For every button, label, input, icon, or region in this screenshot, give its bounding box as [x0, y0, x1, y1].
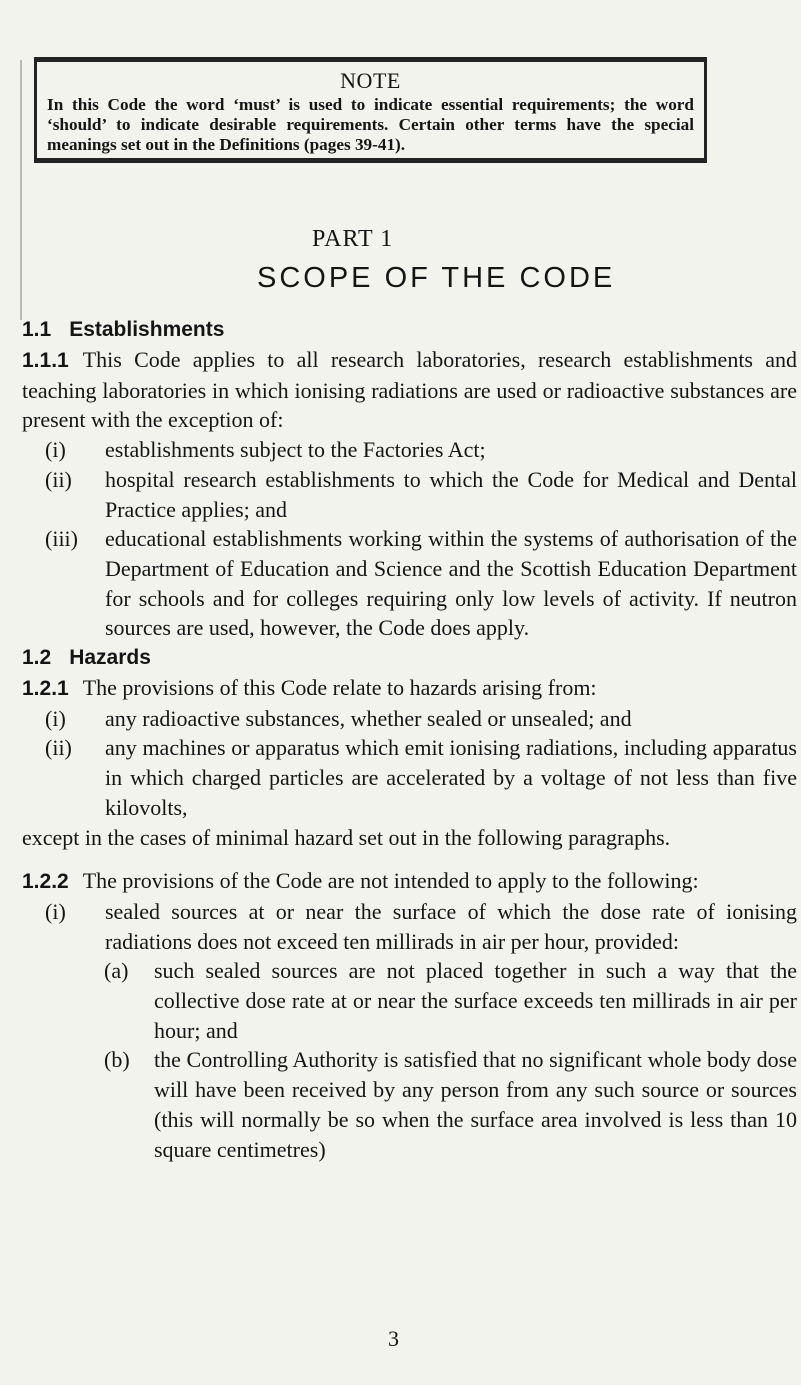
- paragraph-number: 1.2.1: [22, 677, 69, 701]
- part-title: SCOPE OF THE CODE: [257, 262, 616, 294]
- paragraph-1-2-1: [22, 673, 797, 704]
- paragraph-text: The provisions of the Code are not intended to apply to the following:: [82, 868, 699, 894]
- sub-list-item-text: the Controlling Authority is satisfied that no significant whole body dose will have been received by any person from any such source or sources (this will normally be so when the surface area involved is less than 10 square centimetres): [154, 1047, 797, 1162]
- list-item: [45, 524, 797, 643]
- list-item: [45, 465, 797, 524]
- paragraph-tail: except in the cases of minimal hazard set out in the following paragraphs.: [22, 824, 671, 850]
- paragraph-number: 1.2.2: [22, 870, 69, 894]
- section-number: 1.1: [22, 318, 52, 341]
- list-item: [45, 435, 797, 465]
- note-title: NOTE: [340, 68, 401, 93]
- paragraph-text: This Code applies to all research laboratories, research establishments and teaching laboratories in which ionising radiations are used or radioactive substances are present with the exception of:: [22, 347, 797, 433]
- section-number: 1.2: [22, 646, 52, 670]
- part-label: PART 1: [312, 226, 394, 252]
- list-marker: (ii): [45, 466, 72, 492]
- list-item: [45, 733, 797, 822]
- sub-list-item: [104, 1045, 797, 1164]
- list-item-text: hospital research establishments to which the Code for Medical and Dental Practice applies; and: [105, 466, 797, 522]
- list-item-text: any radioactive substances, whether sealed or unsealed; and: [105, 705, 632, 731]
- note-text: In this Code the word ‘must’ is used to indicate essential requirements; the word ‘should’ to indicate desirable requirements. Certain other terms have the special meanings set out in the Definitions (pages 39-41).: [47, 95, 694, 154]
- list-item-text: any machines or apparatus which emit ionising radiations, including apparatus in which charged particles are accelerated by a voltage of not less than five kilovolts,: [105, 735, 797, 820]
- list-item: [45, 704, 797, 734]
- sub-list-marker: (b): [104, 1047, 130, 1073]
- section-title: Hazards: [69, 646, 151, 670]
- list-marker: (i): [45, 705, 66, 731]
- paragraph-text: The provisions of this Code relate to hazards arising from:: [82, 675, 597, 701]
- paragraph-1-2-2: [22, 866, 797, 897]
- page-number: 3: [388, 1326, 399, 1351]
- sub-list-item-text: such sealed sources are not placed together in such a way that the collective dose rate at or near the surface exceeds ten millirads in air per hour; and: [154, 958, 797, 1043]
- section-heading-1-2: [22, 643, 797, 673]
- list-item: [45, 897, 797, 956]
- note-box: [34, 57, 707, 163]
- paragraph-gap: [22, 852, 797, 866]
- section-heading-1-1: [22, 315, 797, 345]
- list-marker: (ii): [45, 735, 72, 761]
- list-marker: (i): [45, 898, 66, 924]
- sub-list-marker: (a): [104, 958, 129, 984]
- paragraph-number: 1.1.1: [22, 349, 69, 372]
- paragraph-1-1-1: [22, 345, 797, 435]
- list-item-text: educational establishments working within the systems of authorisation of the Department of Education and Science and the Scottish Education Department for schools and for colleges requiring only low levels of activity. If neutron sources are used, however, the Code does apply.: [105, 526, 797, 641]
- scan-edge-shadow: [20, 60, 22, 320]
- sub-list-item: [104, 956, 797, 1045]
- list-item-text: sealed sources at or near the surface of which the dose rate of ionising radiations does not exceed ten millirads in air per hour, provided:: [105, 898, 797, 954]
- section-title: Establishments: [69, 318, 225, 341]
- list-marker: (iii): [45, 526, 78, 552]
- list-item-text: establishments subject to the Factories Act;: [105, 437, 486, 463]
- list-marker: (i): [45, 437, 66, 463]
- document-body: [22, 315, 797, 1164]
